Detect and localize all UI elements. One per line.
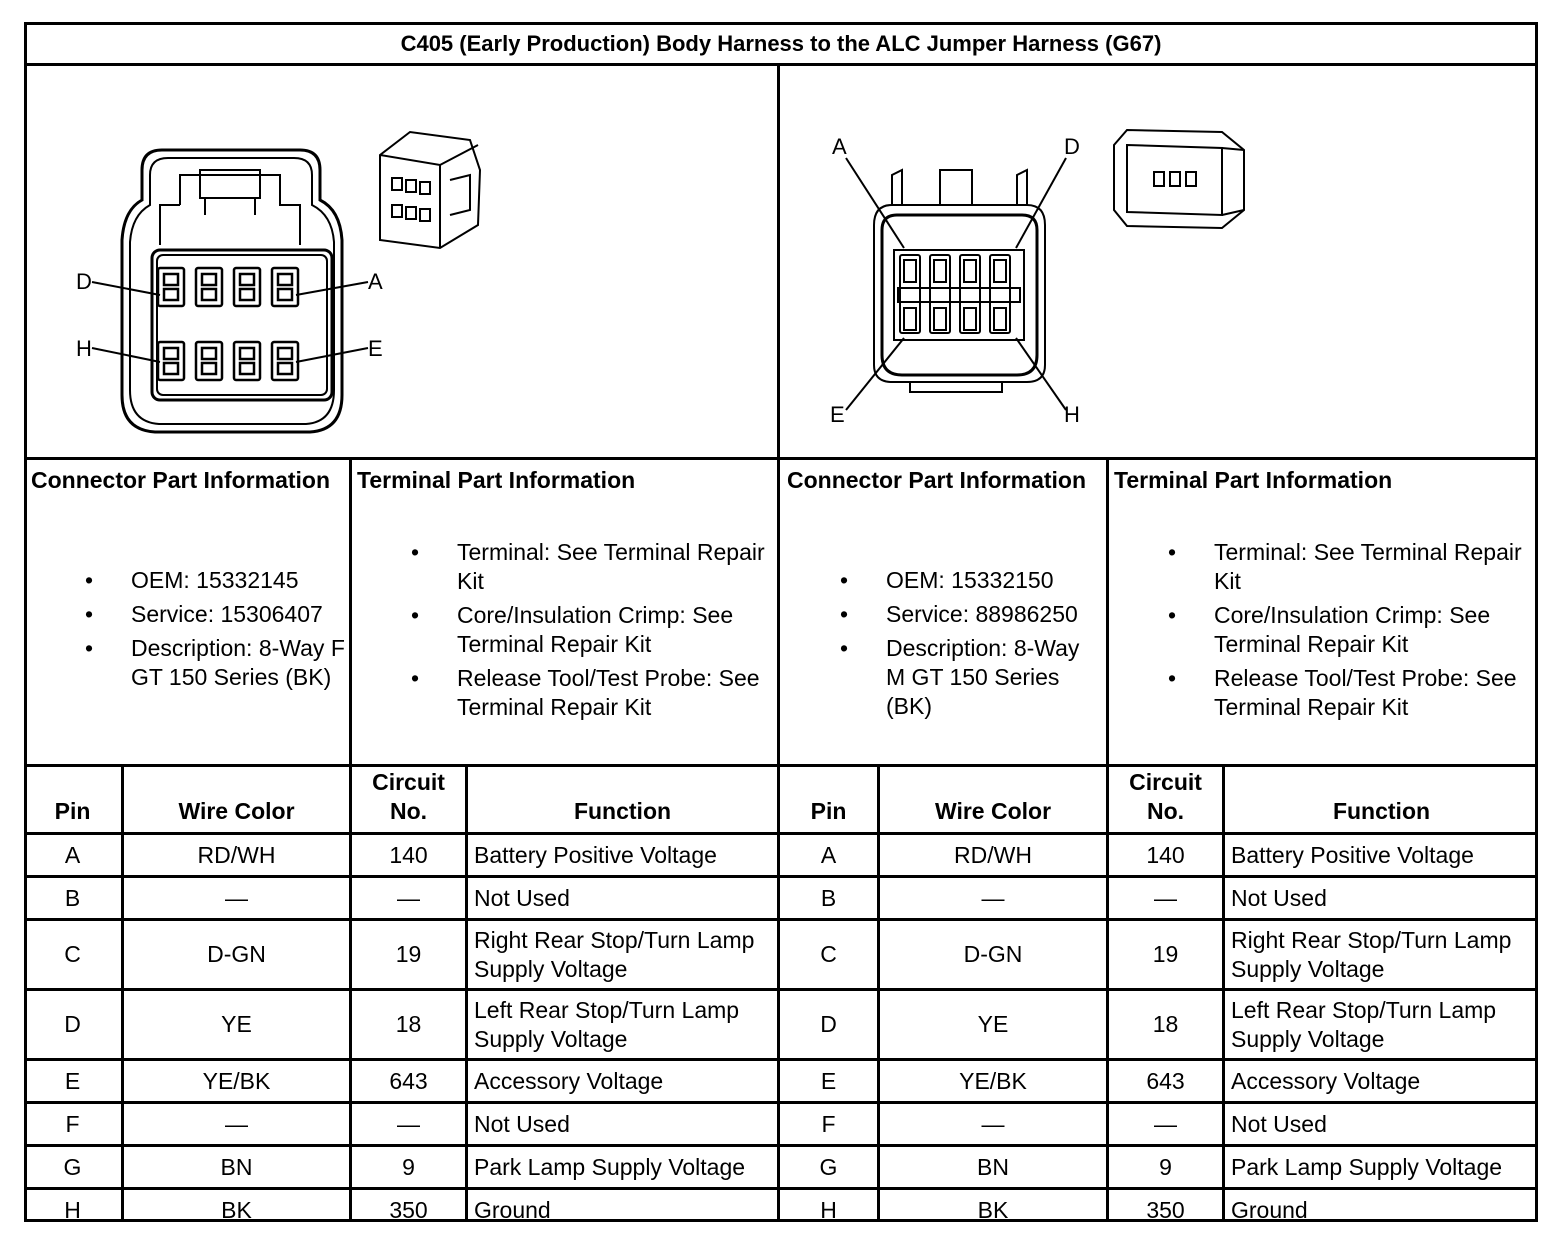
divider <box>24 457 1538 460</box>
wire-color-cell: YE <box>977 1011 1009 1037</box>
function-cell: Park Lamp Supply Voltage <box>1231 1153 1503 1180</box>
wire-color-cell: — <box>981 1110 1005 1137</box>
function-cell: Right Rear Stop/Turn Lamp Supply Voltage <box>474 926 755 982</box>
list-item: • Core/Insulation Crimp: See Terminal Repair Kit <box>457 601 772 659</box>
wire-color-cell: RD/WH <box>954 841 1032 868</box>
circuit-cell: 350 <box>1146 1196 1185 1223</box>
wire-color-cell: YE <box>221 1011 252 1037</box>
function-cell: Accessory Voltage <box>474 1067 664 1094</box>
function-cell: Ground <box>1231 1196 1308 1223</box>
circuit-cell: 9 <box>402 1153 415 1180</box>
pin-cell: B <box>64 884 81 911</box>
pin-cell: E <box>820 1067 837 1094</box>
pin-cell: A <box>64 841 81 868</box>
wire-color-cell: — <box>225 1110 248 1137</box>
header-wire-color: Wire Color <box>934 798 1052 824</box>
pin-cell: E <box>64 1067 81 1094</box>
pin-cell: H <box>64 1196 81 1223</box>
circuit-cell: — <box>1154 1110 1177 1137</box>
right-terminal-info-heading: Terminal Part Information <box>1114 467 1393 493</box>
list-item: • OEM: 15332150 <box>886 566 1101 595</box>
right-pin-label-h: H <box>1064 402 1080 427</box>
right-connector-info-heading: Connector Part Information <box>787 467 1087 493</box>
wire-color-cell: YE/BK <box>202 1067 271 1094</box>
function-cell: Park Lamp Supply Voltage <box>474 1153 746 1180</box>
left-pin-label-e: E <box>368 336 383 361</box>
pin-cell: C <box>820 941 837 967</box>
list-item: • Service: 15306407 <box>131 600 346 629</box>
function-cell: Not Used <box>1231 884 1327 911</box>
header-circuit-no: Circuit No. <box>1129 769 1202 824</box>
left-connector-info-list <box>131 566 346 697</box>
wire-color-cell: — <box>225 884 248 911</box>
left-pin-label-h: H <box>76 336 92 361</box>
function-cell: Battery Positive Voltage <box>1231 841 1474 868</box>
right-pin-label-d: D <box>1064 134 1080 159</box>
circuit-cell: 643 <box>389 1067 428 1094</box>
circuit-cell: 18 <box>1152 1011 1179 1037</box>
wire-color-cell: YE/BK <box>959 1067 1027 1094</box>
wire-color-cell: BN <box>977 1153 1009 1180</box>
right-pin-label-a: A <box>832 134 847 159</box>
list-item: • Description: 8-Way F GT 150 Series (BK) <box>131 634 346 692</box>
circuit-cell: — <box>397 1110 420 1137</box>
circuit-cell: 18 <box>395 1011 422 1037</box>
wire-color-cell: D-GN <box>963 941 1023 967</box>
header-pin: Pin <box>810 798 847 824</box>
circuit-cell: 140 <box>389 841 428 868</box>
function-cell: Left Rear Stop/Turn Lamp Supply Voltage <box>1231 996 1497 1052</box>
wire-color-cell: RD/WH <box>197 841 276 868</box>
header-function: Function <box>1332 798 1431 824</box>
wire-color-cell: BN <box>220 1153 253 1180</box>
wire-color-cell: BK <box>221 1196 252 1223</box>
function-cell: Battery Positive Voltage <box>474 841 717 868</box>
pin-cell: G <box>63 1153 82 1180</box>
header-circuit-no: Circuit No. <box>372 769 445 824</box>
list-item: • Terminal: See Terminal Repair Kit <box>457 538 772 596</box>
wire-color-cell: BK <box>977 1196 1009 1223</box>
list-item: • Description: 8-Way M GT 150 Series (BK) <box>886 634 1101 721</box>
pin-cell: H <box>820 1196 837 1223</box>
right-connector-info-list <box>886 566 1101 726</box>
pin-cell: D <box>820 1011 837 1037</box>
function-cell: Left Rear Stop/Turn Lamp Supply Voltage <box>474 996 740 1052</box>
pin-cell: D <box>64 1011 81 1037</box>
function-cell: Not Used <box>474 1110 570 1137</box>
header-pin: Pin <box>54 798 91 824</box>
list-item: • OEM: 15332145 <box>131 566 346 595</box>
circuit-cell: 643 <box>1146 1067 1185 1094</box>
list-item: • Release Tool/Test Probe: See Terminal Repair Kit <box>457 664 772 722</box>
function-cell: Not Used <box>1231 1110 1327 1137</box>
circuit-cell: 9 <box>1159 1153 1172 1180</box>
left-pin-label-a: A <box>368 269 383 294</box>
list-item: • Terminal: See Terminal Repair Kit <box>1214 538 1529 596</box>
page-title: C405 (Early Production) Body Harness to the ALC Jumper Harness (G67) <box>400 31 1162 56</box>
left-pin-label-d: D <box>76 269 92 294</box>
pin-cell: C <box>64 941 81 967</box>
left-terminal-info-heading: Terminal Part Information <box>357 467 636 493</box>
left-connector-info-heading: Connector Part Information <box>31 467 331 493</box>
divider <box>24 63 1538 66</box>
pin-cell: F <box>821 1110 836 1137</box>
pin-cell: G <box>819 1153 838 1180</box>
left-connector-diagram <box>30 70 775 455</box>
circuit-cell: 140 <box>1146 841 1185 868</box>
circuit-cell: — <box>1154 884 1177 911</box>
function-cell: Ground <box>474 1196 551 1223</box>
left-terminal-info-list <box>457 538 772 727</box>
circuit-cell: 350 <box>389 1196 428 1223</box>
pin-cell: B <box>820 884 837 911</box>
wire-color-cell: D-GN <box>207 941 266 967</box>
right-connector-diagram <box>782 70 1534 455</box>
function-cell: Right Rear Stop/Turn Lamp Supply Voltage <box>1231 926 1512 982</box>
function-cell: Not Used <box>474 884 570 911</box>
wire-color-cell: — <box>981 884 1005 911</box>
pin-cell: F <box>65 1110 80 1137</box>
list-item: • Core/Insulation Crimp: See Terminal Repair Kit <box>1214 601 1529 659</box>
right-connector-thumbnail <box>1114 130 1244 228</box>
circuit-cell: 19 <box>1152 941 1179 967</box>
list-item: • Release Tool/Test Probe: See Terminal Repair Kit <box>1214 664 1529 722</box>
right-pin-label-e: E <box>830 402 845 427</box>
list-item: • Service: 88986250 <box>886 600 1101 629</box>
header-wire-color: Wire Color <box>178 798 295 824</box>
circuit-cell: 19 <box>395 941 422 967</box>
function-cell: Accessory Voltage <box>1231 1067 1421 1094</box>
header-function: Function <box>573 798 672 824</box>
circuit-cell: — <box>397 884 420 911</box>
left-connector-thumbnail <box>380 132 480 248</box>
pin-cell: A <box>820 841 837 868</box>
right-terminal-info-list <box>1214 538 1529 727</box>
